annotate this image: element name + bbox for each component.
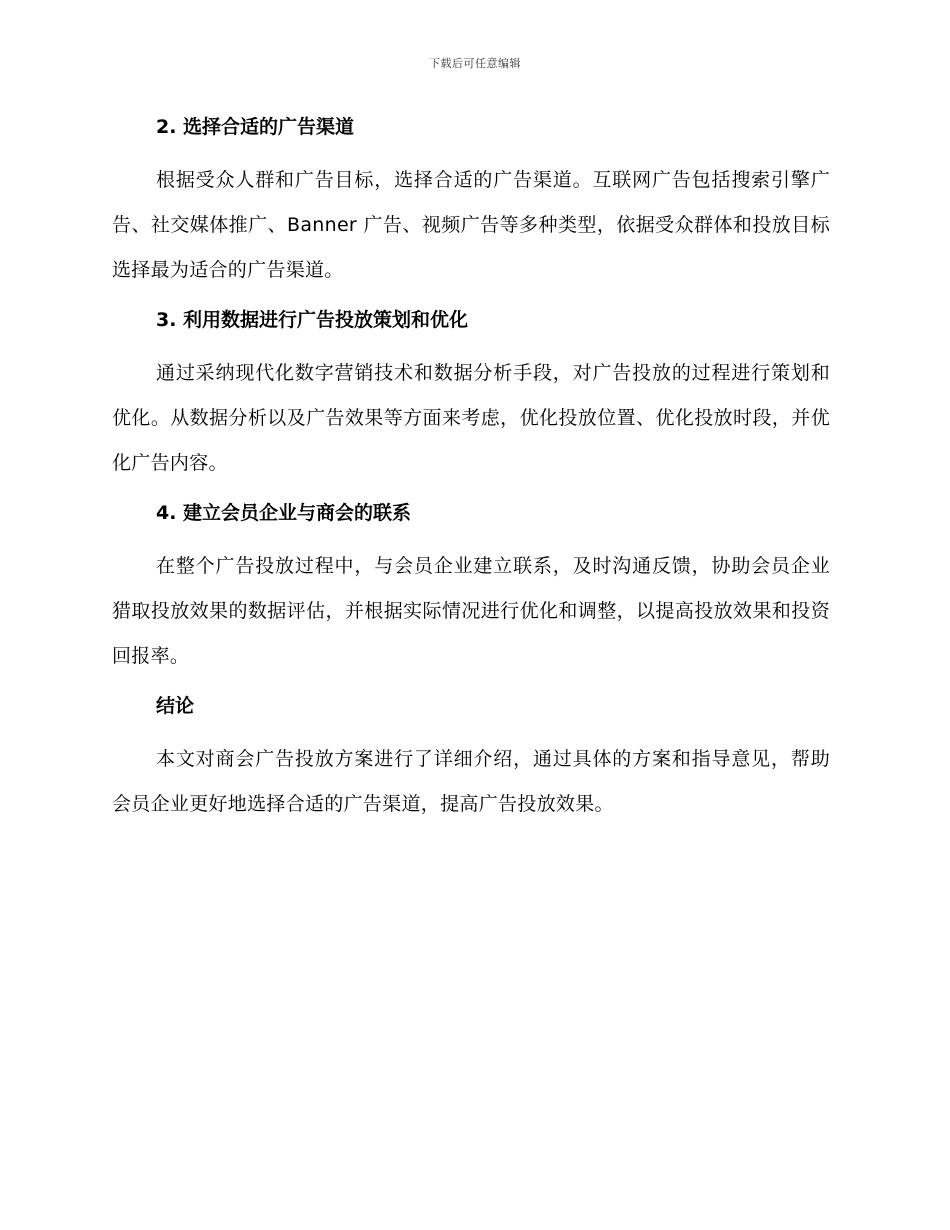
section-paragraph: 根据受众人群和广告目标，选择合适的广告渠道。互联网广告包括搜索引擎广告、社交媒体推广、Banner 广告、视频广告等多种类型，依据受众群体和投放目标选择最为适合的广告渠道。	[112, 169, 830, 281]
section-paragraph: 在整个广告投放过程中，与会员企业建立联系，及时沟通反馈，协助会员企业猎取投放效果的数据评估，并根据实际情况进行优化和调整，以提高投放效果和投资回报率。	[112, 555, 830, 667]
section-heading: 3. 利用数据进行广告投放策划和优化	[156, 309, 469, 331]
page-header: 下载后可任意编辑	[429, 57, 521, 70]
section-heading: 2. 选择合适的广告渠道	[156, 116, 355, 138]
section-data-optimization	[112, 305, 830, 486]
section-ad-channels	[112, 112, 830, 293]
document-body	[112, 112, 830, 839]
section-paragraph: 通过采纳现代化数字营销技术和数据分析手段，对广告投放的过程进行策划和优化。从数据分析以及广告效果等方面来考虑，优化投放位置、优化投放时段，并优化广告内容。	[112, 362, 830, 474]
section-heading: 4. 建立会员企业与商会的联系	[156, 502, 412, 524]
section-heading: 结论	[156, 695, 195, 717]
section-conclusion	[112, 691, 830, 827]
section-paragraph: 本文对商会广告投放方案进行了详细介绍，通过具体的方案和指导意见，帮助会员企业更好地选择合适的广告渠道，提高广告投放效果。	[112, 748, 830, 815]
section-member-relations	[112, 498, 830, 679]
